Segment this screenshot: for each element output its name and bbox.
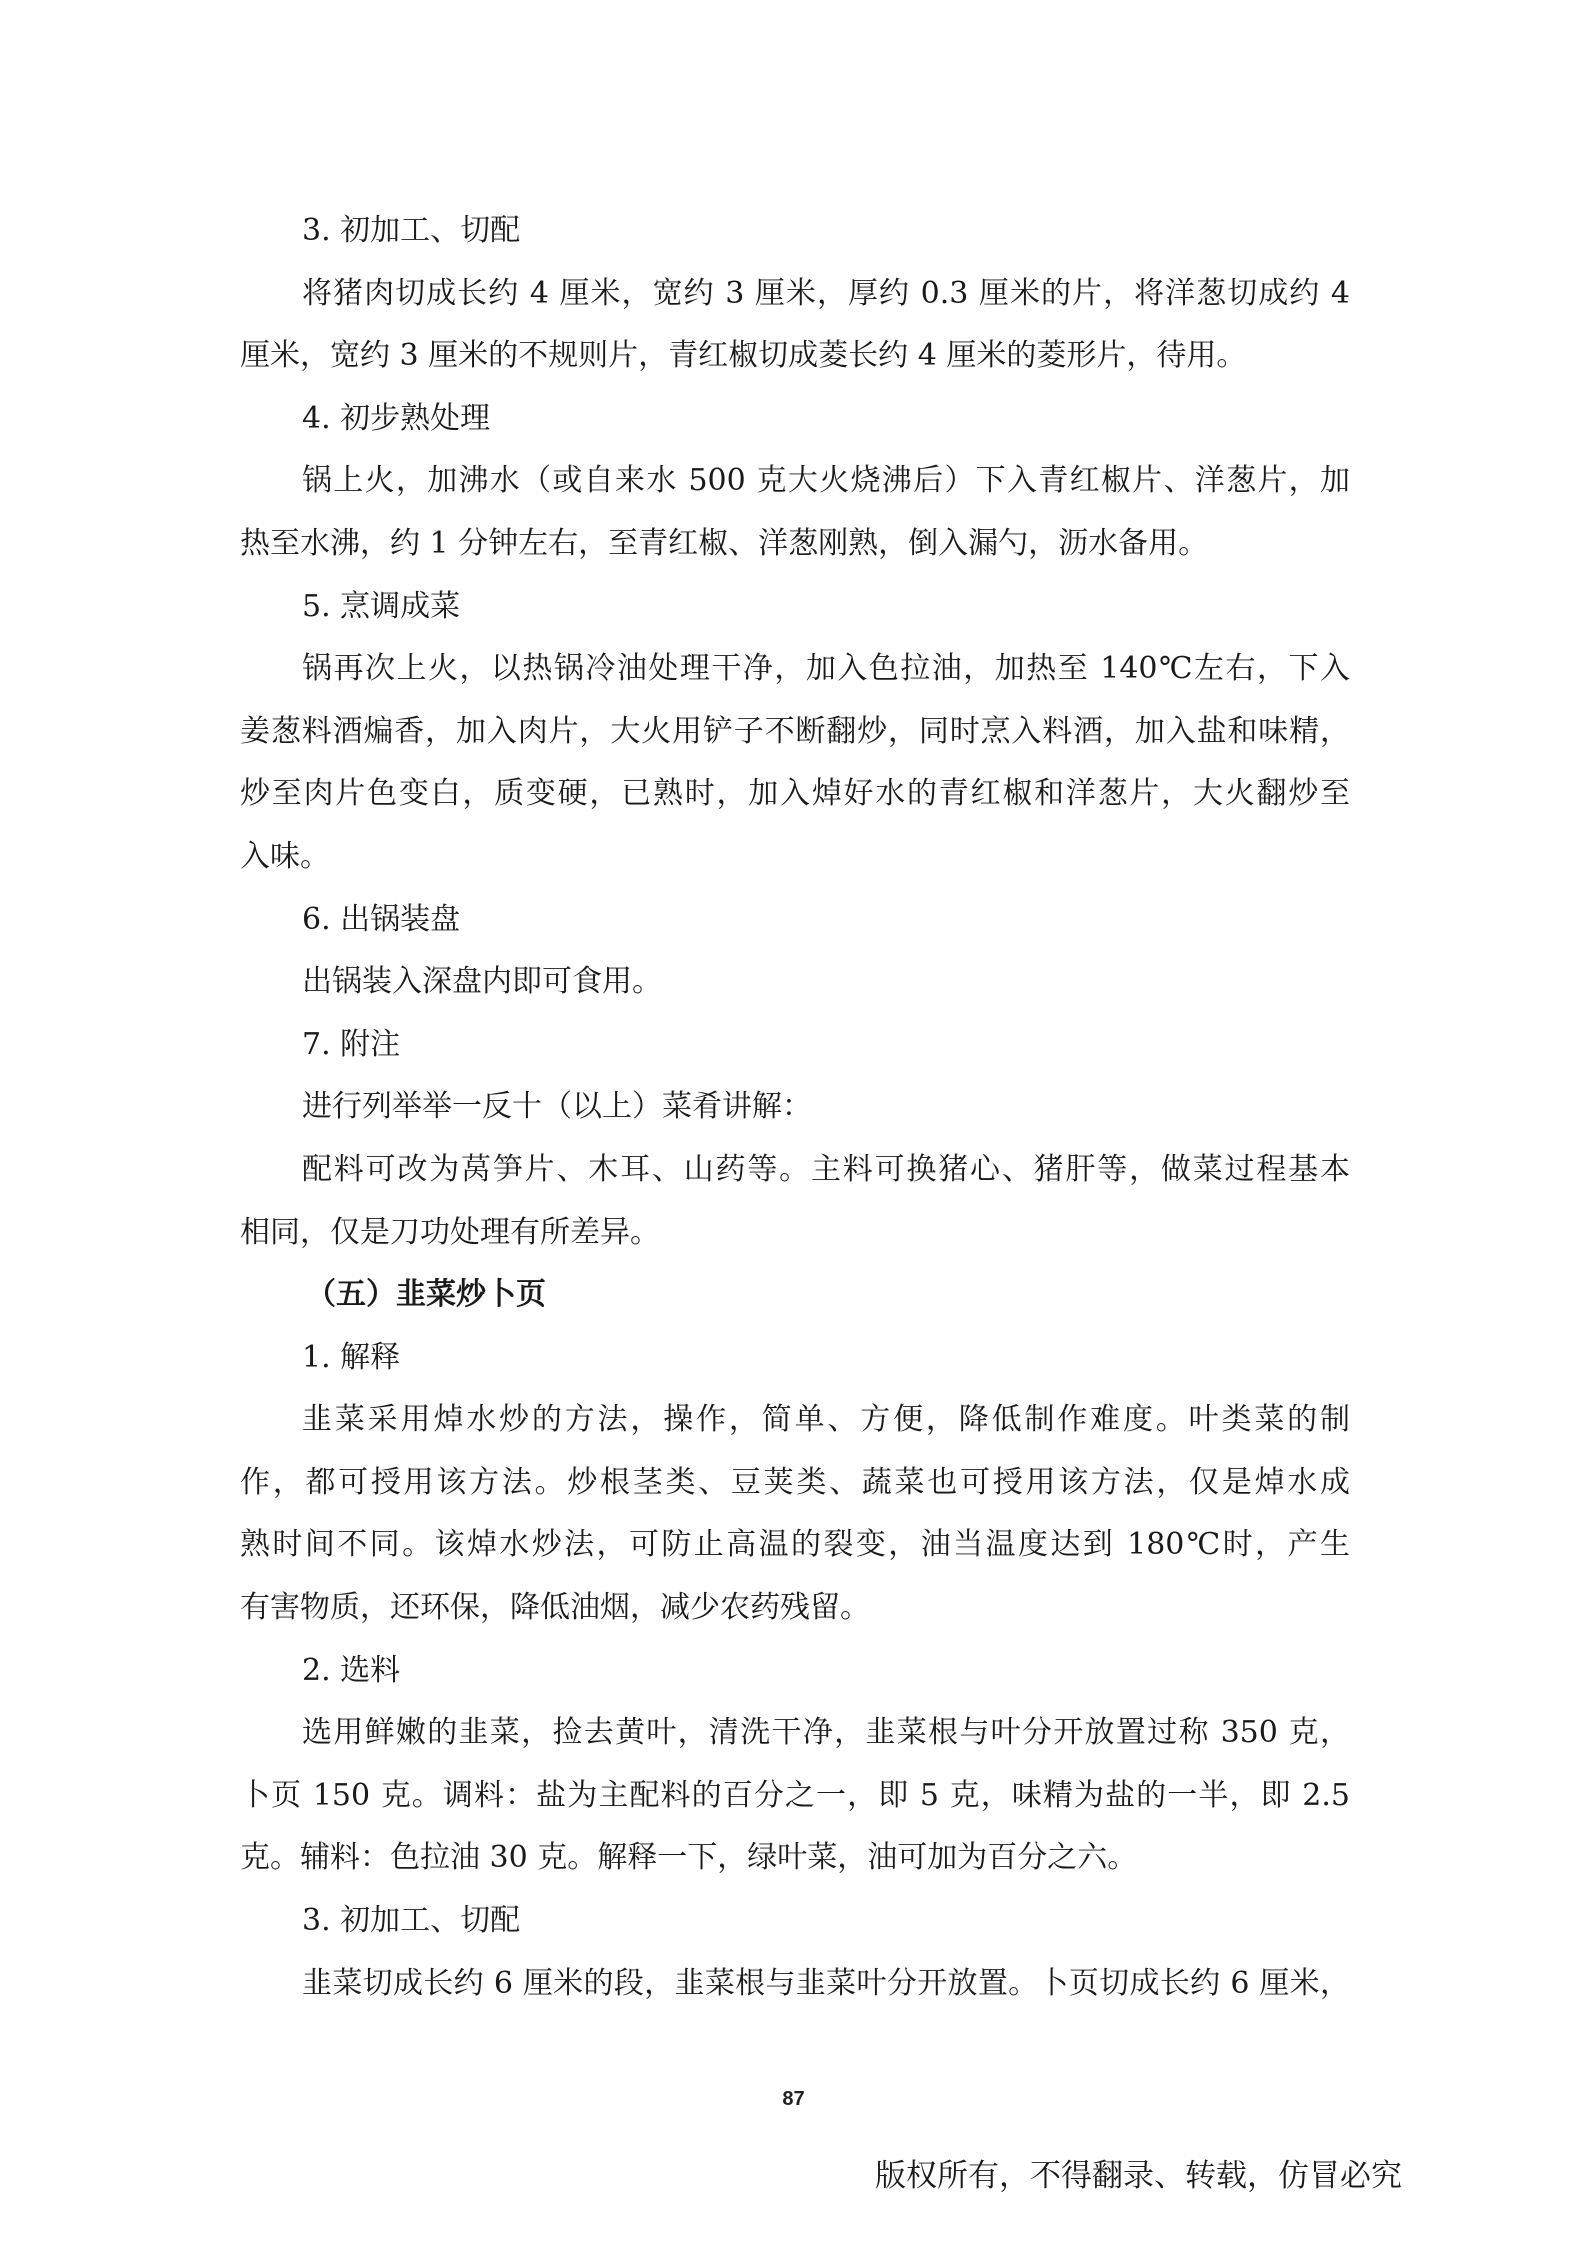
section-heading: 5. 烹调成菜 <box>302 588 461 624</box>
paragraph-line: 克。辅料：色拉油 30 克。解释一下，绿叶菜，油可加为百分之六。 <box>240 1840 1138 1876</box>
paragraph-line: 配料可改为莴笋片、木耳、山药等。主料可换猪心、猪肝等，做菜过程基本 <box>302 1151 1350 1187</box>
section-heading: 2. 选料 <box>302 1652 401 1688</box>
paragraph-line: 韭菜采用焯水炒的方法，操作，简单、方便，降低制作难度。叶类菜的制 <box>302 1402 1350 1438</box>
paragraph-line: 选用鲜嫩的韭菜，捡去黄叶，清洗干净，韭菜根与叶分开放置过称 350 克， <box>302 1715 1350 1751</box>
paragraph-line: 热至水沸，约 1 分钟左右，至青红椒、洋葱刚熟，倒入漏勺，沥水备用。 <box>240 525 1209 561</box>
paragraph-line: 出锅装入深盘内即可食用。 <box>302 964 662 1000</box>
paragraph-line: 作，都可授用该方法。炒根茎类、豆荚类、蔬菜也可授用该方法，仅是焯水成 <box>240 1464 1350 1500</box>
paragraph-line: 入味。 <box>240 838 330 874</box>
section-heading: 6. 出锅装盘 <box>302 901 461 937</box>
paragraph-line: 炒至肉片色变白，质变硬，已熟时，加入焯好水的青红椒和洋葱片，大火翻炒至 <box>240 776 1350 812</box>
section-heading: 1. 解释 <box>302 1339 401 1375</box>
paragraph-line: 熟时间不同。该焯水炒法，可防止高温的裂变，油当温度达到 180℃时，产生 <box>240 1527 1350 1563</box>
paragraph-line: 锅上火，加沸水（或自来水 500 克大火烧沸后）下入青红椒片、洋葱片，加 <box>302 463 1350 499</box>
section-heading: 7. 附注 <box>302 1026 401 1062</box>
paragraph-line: 有害物质，还环保，降低油烟，减少农药残留。 <box>240 1590 870 1626</box>
section-heading: 3. 初加工、切配 <box>302 1903 521 1939</box>
paragraph-line: 厘米，宽约 3 厘米的不规则片，青红椒切成菱长约 4 厘米的菱形片，待用。 <box>240 338 1247 374</box>
paragraph-line: 进行列举举一反十（以上）菜肴讲解： <box>302 1089 812 1125</box>
section-heading: 3. 初加工、切配 <box>302 213 521 248</box>
document-body <box>240 200 1350 2015</box>
copyright-notice: 版权所有，不得翻录、转载，仿冒必究 <box>875 2158 1402 2194</box>
chapter-heading: （五）韭菜炒卜页 <box>306 1277 546 1313</box>
paragraph-line: 将猪肉切成长约 4 厘米，宽约 3 厘米，厚约 0.3 厘米的片，将洋葱切成约 4 <box>302 275 1350 311</box>
section-heading: 4. 初步熟处理 <box>302 400 491 436</box>
paragraph-line: 卜页 150 克。调料：盐为主配料的百分之一，即 5 克，味精为盐的一半，即 2.5 <box>240 1777 1350 1813</box>
paragraph-line: 韭菜切成长约 6 厘米的段，韭菜根与韭菜叶分开放置。卜页切成长约 6 厘米， <box>302 1965 1350 2001</box>
page-number: 87 <box>782 2088 805 2110</box>
paragraph-line: 锅再次上火，以热锅冷油处理干净，加入色拉油，加热至 140℃左右，下入 <box>302 651 1350 687</box>
paragraph-line: 姜葱料酒煸香，加入肉片，大火用铲子不断翻炒，同时烹入料酒，加入盐和味精， <box>240 713 1350 749</box>
paragraph-line: 相同，仅是刀功处理有所差异。 <box>240 1214 660 1250</box>
